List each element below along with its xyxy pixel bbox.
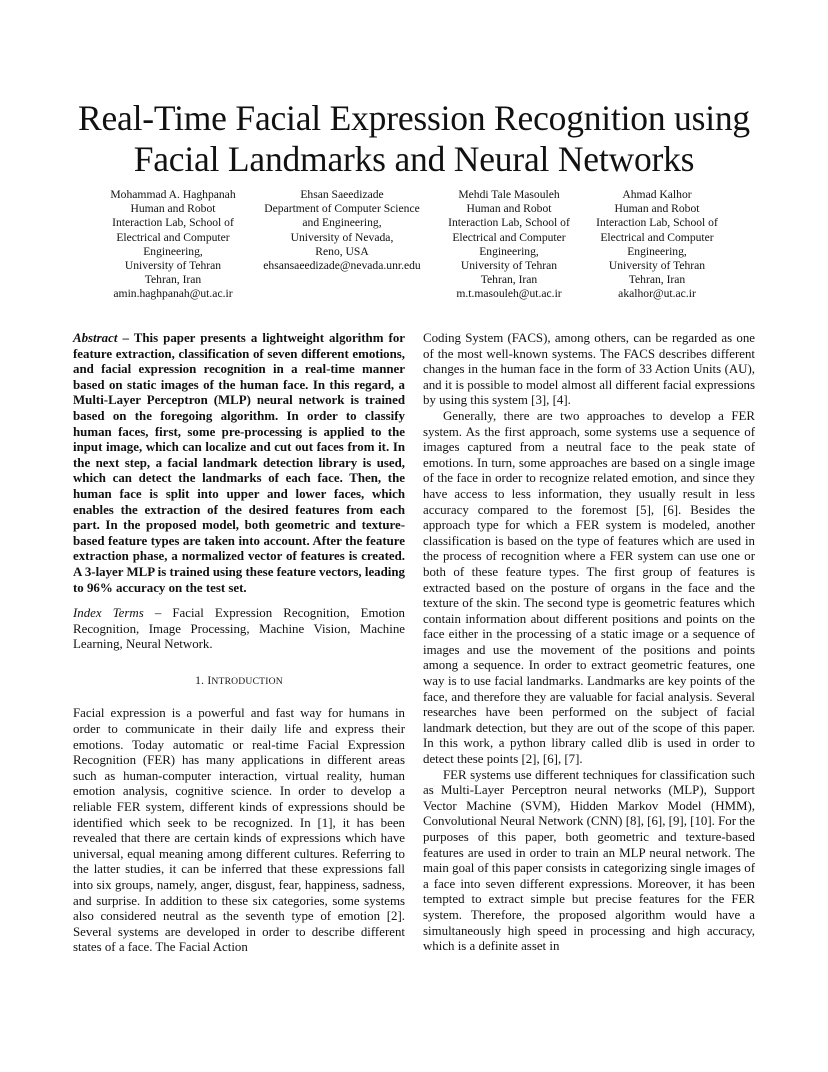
index-terms-dash: – [143, 606, 173, 621]
author-affiliation-line: Human and Robot [130, 202, 216, 216]
author-affiliation-line: Tehran, Iran [628, 273, 686, 287]
author-affiliation-line: Electrical and Computer [600, 230, 714, 244]
author-affiliation-line: Tehran, Iran [144, 273, 202, 287]
author-email: amin.haghpanah@ut.ac.ir [113, 287, 233, 301]
title-line-1: Real-Time Facial Expression Recognition using [77, 98, 750, 138]
abstract [73, 331, 405, 596]
author-affiliation-line: Engineering, [479, 244, 539, 258]
author-affiliation-line: Electrical and Computer [116, 230, 230, 244]
intro-paragraph-3: Generally, there are two approaches to develop a FER system. As the first approach, some systems use a sequence of images captured from a neutral face to the peak state of emotions. In turn, some approaches are based on a single image of the face in order to recognize related emotion, and since they have access to less information, they usually result in less accuracy compared to the foremost [5], [6]. Besides the approach type for which a FER system is modeled, another classification is based on the type of features which are used in the process of recognition where a FER system can use one or both of these feature types. The first group of features is extracted based on the posture of organs in the face and the texture of the skin. The second type is geometric features which contain information about different positions and points on the face either in the processing of a static image or a sequence of images and use the movement of the positions and points among a sequence. In order to extract geometric features, one way is to use facial landmarks. Landmarks are key points of the face, and therefore they are valuable for facial analysis. Several researches have been performed on the subject of facial landmark detection, but they are out of the scope of this paper. In this work, a python library called dlib is used in order to detect these points [2], [6], [7]. [423, 408, 755, 767]
author-affiliation-line: Reno, USA [315, 244, 369, 258]
author-email: ehsansaeedizade@nevada.unr.edu [263, 259, 421, 273]
intro-paragraph-4: FER systems use different techniques for classification such as Multi-Layer Perceptron neural networks (MLP), Support Vector Machine (SVM), Hidden Markov Model (HMM), Convolutional Neural Network (CNN) [8], [6], [9], [10]. For the purposes of this paper, both geometric and texture-based features are used in order to train an MLP neural network. The main goal of this paper consists in categorizing single images of a face into seven different expressions. Moreover, it has been tempted to extract simple but precise features for the FER system. Therefore, the proposed algorithm would have a simultaneously high speed in processing and high accuracy, which is a definite asset in [423, 767, 755, 954]
abstract-label: Abstract [73, 331, 118, 345]
author-affiliation-line: Electrical and Computer [452, 230, 566, 244]
author-name: Mohammad A. Haghpanah [110, 188, 236, 201]
author-affiliation-line: University of Tehran [460, 259, 558, 273]
author-3 [434, 188, 584, 302]
author-affiliation-line: University of Tehran [608, 259, 706, 273]
section-heading-introduction [73, 673, 405, 690]
author-name: Ehsan Saeedizade [300, 188, 384, 201]
right-column [423, 331, 755, 955]
author-affiliation-line: University of Nevada, [290, 230, 394, 244]
author-affiliation-line: Human and Robot [614, 202, 700, 216]
intro-paragraph-1: Facial expression is a powerful and fast way for humans in order to communicate in their daily life and express their emotions. Today automatic or real-time Facial Expression Recognition (FER) has many applications in different areas such as human-computer interaction, virtual reality, human emotion analysis, cognitive science. In order to develop a reliable FER system, different kinds of expressions should be identified which seek to be recognized. In [1], it has been revealed that there are certain kinds of expressions which have universal, equal meaning among different cultures. Referring to the latter studies, it can be inferred that these expressions fall into six groups, namely, anger, disgust, fear, happiness, sadness, and surprise. In addition to these six categories, some systems also considered neutral as the seventh type of emotion [2]. Several systems are developed in order to describe different states of a face. The Facial Action [73, 706, 405, 955]
author-email: m.t.masouleh@ut.ac.ir [456, 287, 562, 301]
left-column [73, 331, 405, 956]
author-4 [582, 188, 732, 302]
paper-title [60, 98, 768, 180]
author-affiliation-line: Interaction Lab, School of [112, 216, 234, 230]
author-1 [98, 188, 248, 302]
author-2 [252, 188, 432, 273]
author-affiliation-line: and Engineering, [302, 216, 382, 230]
intro-paragraph-2: Coding System (FACS), among others, can be regarded as one of the most well-known systems. The FACS describes different changes in the human face in the form of 33 Action Units (AU), and it is possible to model almost all different facial expressions by using this system [3], [4]. [423, 331, 755, 408]
section-title-rest: NTRODUCTION [211, 675, 283, 687]
index-terms-label: Index Terms [73, 606, 144, 621]
author-affiliation-line: Engineering, [143, 244, 203, 258]
author-email: akalhor@ut.ac.ir [618, 287, 696, 301]
author-affiliation-line: Engineering, [627, 244, 687, 258]
author-affiliation-line: Tehran, Iran [480, 273, 538, 287]
abstract-text: This paper presents a lightweight algorithm for feature extraction, classification of seven different emotions, and facial expression recognition in a real-time manner based on static images of the human face. In this regard, a Multi-Layer Perceptron (MLP) neural network is trained based on the foregoing algorithm. In order to classify human faces, first, some pre-processing is applied to the input image, which can localize and cut out faces from it. In the next step, a facial landmark detection library is used, which can detect the landmarks of each face. Then, the human face is split into upper and lower faces, which enables the extraction of the desired features from each part. In the proposed model, both geometric and texture-based feature types are taken into account. After the feature extraction phase, a normalized vector of features is created. A 3-layer MLP is trained using these feature vectors, leading to 96% accuracy on the test set. [73, 331, 405, 595]
author-name: Mehdi Tale Masouleh [458, 188, 560, 201]
author-affiliation-line: Interaction Lab, School of [448, 216, 570, 230]
section-title-initial: I [207, 673, 212, 687]
index-terms-text: Facial Expression Recognition, Emotion Recognition, Image Processing, Machine Vision, Machine Learning, Neural Network. [73, 606, 405, 652]
title-line-2: Facial Landmarks and Neural Networks [133, 139, 695, 179]
author-affiliation-line: Department of Computer Science [264, 202, 420, 216]
author-affiliation-line: Human and Robot [466, 202, 552, 216]
author-name: Ahmad Kalhor [622, 188, 692, 201]
section-number: 1. [195, 673, 208, 687]
author-affiliation-line: University of Tehran [124, 259, 222, 273]
author-affiliation-line: Interaction Lab, School of [596, 216, 718, 230]
index-terms [73, 606, 405, 653]
abstract-dash: – [117, 331, 134, 345]
